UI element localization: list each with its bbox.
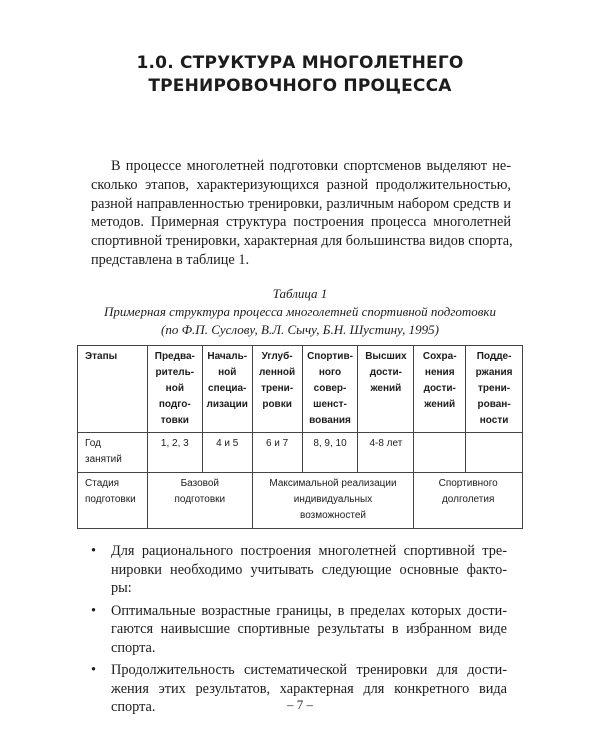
table-cell bbox=[414, 433, 466, 473]
header-line: дости- bbox=[423, 383, 456, 394]
list-item-line: ры: bbox=[111, 580, 132, 596]
page-number: – 7 – bbox=[287, 697, 313, 712]
header-line: жений bbox=[424, 399, 456, 410]
header-line: дости- bbox=[369, 367, 403, 378]
table-label: Таблица 1 bbox=[272, 286, 328, 301]
intro-line: В процессе многолетней подготовки спортсменов выделяют не- bbox=[111, 158, 511, 174]
stage-line: Спортивного bbox=[438, 478, 498, 489]
header-line: Подде- bbox=[476, 351, 512, 362]
header-line: Углуб- bbox=[261, 351, 293, 362]
header-line: ного bbox=[318, 367, 342, 378]
header-line: ной bbox=[218, 367, 237, 378]
row-label-cell bbox=[78, 473, 148, 529]
training-structure-table bbox=[77, 345, 523, 529]
stage-line: подготовки bbox=[174, 494, 226, 505]
stage-line: Максимальной реализации bbox=[269, 478, 397, 489]
stage-line: индивидуальных bbox=[293, 494, 373, 505]
row-label-line: подготовки bbox=[85, 494, 136, 505]
header-line: товки bbox=[160, 415, 189, 426]
bullet-icon: • bbox=[91, 602, 97, 619]
header-cell bbox=[252, 346, 302, 433]
bullet-icon: • bbox=[91, 662, 97, 678]
header-line: Высших bbox=[365, 351, 407, 362]
stage-group-cell bbox=[252, 473, 414, 529]
row-label-line: Год bbox=[85, 438, 101, 449]
intro-line: разной направленностью тренировки, различным набором средств и bbox=[91, 195, 511, 212]
header-line: ржания bbox=[475, 367, 513, 378]
section-heading-line-2: ТРЕНИРОВОЧНОГО ПРОЦЕССА bbox=[148, 76, 452, 96]
table-cell: 8, 9, 10 bbox=[302, 433, 358, 473]
header-line: Началь- bbox=[207, 351, 248, 362]
stage-group-cell bbox=[414, 473, 523, 529]
header-line: нения bbox=[424, 367, 455, 378]
table-cell bbox=[466, 433, 523, 473]
header-cell bbox=[414, 346, 466, 433]
stage-line: долголетия bbox=[441, 494, 495, 505]
header-cell bbox=[147, 346, 202, 433]
list-item-line: Для рационального построения многолетней спортивной тре- bbox=[111, 543, 507, 559]
row-label-line: занятий bbox=[85, 454, 122, 465]
header-line: подго- bbox=[158, 399, 191, 410]
table-cell: 6 и 7 bbox=[252, 433, 302, 473]
section-heading-line-1: 1.0. СТРУКТУРА МНОГОЛЕТНЕГО bbox=[136, 53, 464, 73]
intro-line: спортивной тренировки, характерная для большинства видов спорта, bbox=[91, 233, 513, 250]
header-line: шенст- bbox=[313, 399, 347, 410]
list-item-line: спорта. bbox=[111, 639, 156, 656]
list-item-line: жения этих результатов, характерная для конкретного вида bbox=[111, 680, 507, 697]
header-cell bbox=[358, 346, 414, 433]
intro-line: методов. Примерная структура построения процесса многолетней bbox=[91, 214, 511, 231]
header-cell bbox=[78, 346, 148, 433]
header-line: ритель- bbox=[155, 367, 195, 378]
table-row-stages bbox=[78, 473, 523, 529]
table-row-years bbox=[78, 433, 523, 473]
header-line: Этапы bbox=[85, 351, 118, 362]
header-line: ной bbox=[165, 383, 184, 394]
header-line: трени- bbox=[478, 383, 511, 394]
header-line: рован- bbox=[477, 399, 511, 410]
header-cell bbox=[466, 346, 523, 433]
stage-line: возможностей bbox=[300, 510, 366, 521]
header-line: Предва- bbox=[154, 351, 195, 362]
list-item-line: гаются наивысшие спортивные результаты в избранном виде bbox=[111, 621, 507, 637]
intro-line: представлена в таблице 1. bbox=[91, 251, 250, 268]
table-cell: 1, 2, 3 bbox=[147, 433, 202, 473]
header-line: ленной bbox=[259, 367, 296, 378]
list-item-line: спорта. bbox=[111, 699, 156, 715]
table-header-row bbox=[78, 346, 523, 433]
list-item-line: нировки необходимо учитывать следующие основные факто- bbox=[111, 561, 507, 578]
header-line: совер- bbox=[313, 383, 347, 394]
intro-paragraph bbox=[91, 157, 511, 270]
list-item bbox=[91, 542, 507, 598]
intro-line: сколько этапов, характеризующихся разной продолжительностью, bbox=[91, 176, 511, 193]
header-line: трени- bbox=[261, 383, 294, 394]
stage-group-cell bbox=[147, 473, 252, 529]
header-line: ности bbox=[479, 415, 509, 426]
header-line: Сохра- bbox=[422, 351, 457, 362]
list-item-line: Продолжительность систематической тренировки для дости- bbox=[111, 662, 507, 678]
header-cell bbox=[202, 346, 252, 433]
table-title: Примерная структура процесса многолетней спортивной подготовки bbox=[103, 304, 496, 319]
header-line: жений bbox=[370, 383, 402, 394]
table-cell: 4-8 лет bbox=[358, 433, 414, 473]
table-source: (по Ф.П. Суслову, В.Л. Сычу, Б.Н. Шустину, 1995) bbox=[161, 322, 439, 337]
list-item-line: Оптимальные возрастные границы, в пределах которых дости- bbox=[111, 602, 507, 619]
header-line: лизации bbox=[206, 399, 248, 410]
stage-line: Базовой bbox=[180, 478, 219, 489]
table-cell: 4 и 5 bbox=[202, 433, 252, 473]
header-line: вования bbox=[309, 415, 351, 426]
header-line: Спортив- bbox=[307, 351, 353, 362]
section-heading bbox=[0, 52, 600, 98]
row-label-cell bbox=[78, 433, 148, 473]
row-label-line: Стадия bbox=[85, 478, 120, 489]
factors-list bbox=[91, 542, 507, 721]
header-line: ровки bbox=[262, 399, 292, 410]
header-cell bbox=[302, 346, 358, 433]
bullet-icon: • bbox=[91, 543, 97, 559]
list-item bbox=[91, 602, 507, 658]
header-line: специа- bbox=[208, 383, 247, 394]
